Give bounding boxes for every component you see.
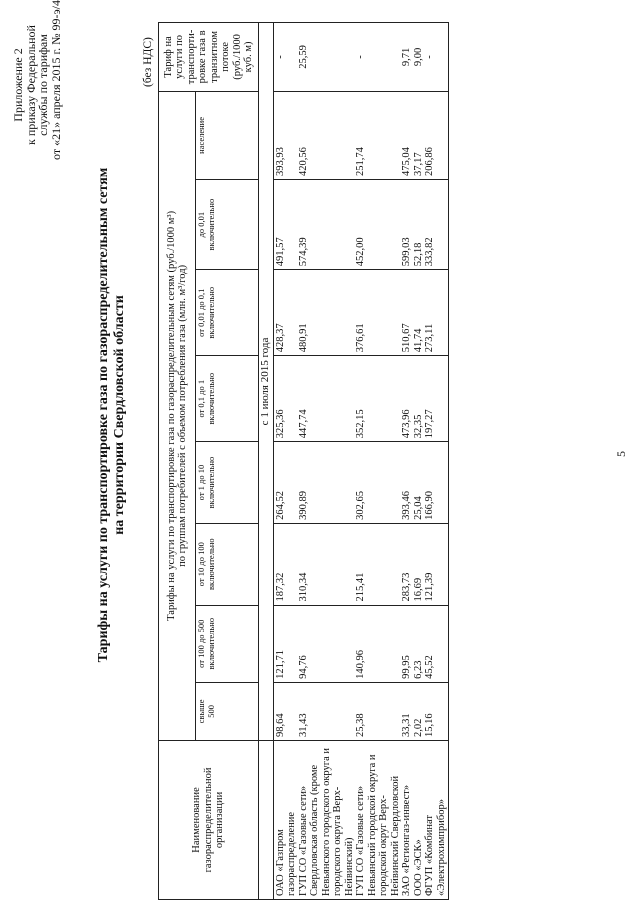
group-header-line: по группам потребителей с объемом потребления газа (млн. м³/год) — [177, 264, 188, 567]
group-range-qualifier: 500 — [205, 705, 216, 718]
tariff-value: 121,71 — [274, 650, 286, 679]
tariff-value: 251,74 — [355, 147, 366, 176]
org-name: ГУП СО «Газовые сети» Свердловская область (кроме Невьянского городского округа и городского округа Верх-Нейвинский) — [297, 748, 355, 896]
transit-value: - — [274, 55, 286, 59]
transit-value: - — [424, 55, 435, 59]
tariff-value: 31,43 — [297, 713, 309, 737]
tariff-value: 310,34 — [297, 572, 309, 602]
tariff-value: 197,27 — [424, 409, 435, 439]
page-number: 5 — [614, 451, 628, 457]
group-range-label: от 1 до 10 — [196, 464, 206, 501]
tariff-value: 325,36 — [274, 409, 286, 439]
tariff-value: 393,46 — [401, 490, 412, 520]
tariff-value: 121,39 — [424, 572, 435, 602]
group-range-label: свыше — [196, 699, 206, 724]
tariff-value: 187,32 — [274, 572, 286, 602]
tariff-value: 33,31 — [401, 713, 412, 737]
tariff-value: 140,96 — [355, 650, 366, 679]
appendix-line: Приложение 2 — [11, 48, 25, 122]
tariff-value: 41,74 — [412, 328, 424, 353]
tariff-value: 510,67 — [401, 323, 412, 353]
section-row — [259, 23, 274, 900]
tariff-value: 45,52 — [424, 655, 435, 679]
tariff-value: 473,96 — [401, 409, 412, 439]
group-range-label: от 100 до 500 — [196, 619, 206, 668]
group-range-label: население — [196, 117, 206, 154]
tariff-group-header — [159, 91, 196, 740]
tariff-value: 428,37 — [274, 323, 286, 353]
group-range-label: от 10 до 100 — [196, 542, 206, 587]
tariff-value: 94,76 — [297, 655, 309, 679]
tariff-value: 25,38 — [355, 713, 366, 737]
tariff-value: 166,90 — [424, 490, 435, 520]
consumption-group-header — [196, 179, 259, 269]
value-column — [273, 91, 449, 179]
consumption-group-header — [196, 605, 259, 682]
tariff-value: 574,39 — [297, 237, 309, 267]
section-label: с 1 июля 2015 года — [259, 23, 274, 741]
tariff-value: 480,91 — [297, 323, 309, 353]
tariff-value: 99,95 — [401, 655, 412, 679]
tariff-value: 52,18 — [412, 242, 424, 267]
appendix-line: к приказу Федеральной — [23, 25, 38, 145]
tariff-value: 283,73 — [401, 572, 412, 602]
consumption-group-header — [196, 270, 259, 356]
transit-value: 9,00 — [412, 47, 424, 67]
appendix-line: от «21» апреля 2015 г. № 99-э/4 — [48, 0, 63, 160]
group-range-label: от 0,1 до 1 — [196, 379, 206, 418]
tariff-value: 599,03 — [401, 237, 412, 267]
group-range-label: от 0,01 до 0,1 — [196, 288, 206, 337]
value-column — [273, 442, 449, 524]
org-name: ГУП СО «Газовые сети» Невьянский городской округа и городской округ Верх-Нейвинский Свердловской — [355, 754, 401, 896]
org-name: ОАО «Газпром газораспределение — [274, 811, 297, 896]
tariffs-table — [158, 22, 449, 900]
org-name: ООО «ЭСК» — [412, 839, 424, 896]
data-rows — [273, 23, 449, 900]
title-line: на территории Свердловской области — [112, 295, 127, 535]
org-column-header: Наименование газораспределительной организации — [159, 740, 259, 899]
tariff-value: 2,02 — [412, 718, 424, 737]
consumption-group-header — [196, 356, 259, 442]
tariff-value: 452,00 — [355, 237, 366, 267]
tariff-value: 25,04 — [412, 496, 424, 520]
appendix-block — [11, 0, 63, 160]
tariff-value: 6,23 — [412, 660, 424, 679]
value-column — [273, 270, 449, 356]
consumption-group-header — [196, 91, 259, 179]
transit-value: - — [355, 55, 366, 59]
tariff-value: 333,82 — [424, 237, 435, 267]
tariff-value: 206,86 — [424, 147, 435, 176]
tariff-value: 32,35 — [412, 414, 424, 439]
vat-note: (без НДС) — [142, 37, 154, 87]
transit-value: 9,71 — [401, 47, 412, 67]
transit-value: 25,59 — [297, 45, 309, 69]
tariff-value: 302,65 — [355, 490, 366, 520]
group-range-qualifier: включительно — [205, 456, 216, 509]
transit-column — [273, 23, 449, 92]
tariff-value: 352,15 — [355, 409, 366, 439]
group-range-qualifier: включительно — [205, 538, 216, 591]
org-name: ЗАО «Регионгаз-инвест» — [401, 784, 412, 896]
tariff-value: 475,04 — [401, 147, 412, 176]
group-range-qualifier: включительно — [205, 617, 216, 670]
value-column — [273, 682, 449, 740]
title-line: Тарифы на услуги по транспортировке газа по газораспределительным сетям — [96, 167, 111, 663]
group-range-qualifier: включительно — [205, 198, 216, 251]
tariff-value: 264,52 — [274, 490, 286, 520]
tariff-value: 447,74 — [297, 409, 309, 439]
transit-column-header: Тариф на услуги по транспорти-ровке газа в транзитном потоке (руб./1000 куб. м) — [159, 23, 259, 92]
section-empty-cell — [259, 740, 274, 899]
value-column — [273, 605, 449, 682]
header-row — [159, 23, 196, 900]
group-range-qualifier: включительно — [205, 286, 216, 339]
tariff-value: 273,11 — [424, 323, 435, 353]
consumption-group-header — [196, 682, 259, 740]
org-names-cell — [273, 740, 449, 899]
document-title — [96, 95, 128, 735]
consumption-group-header — [196, 523, 259, 605]
tariff-value: 393,93 — [274, 147, 286, 176]
group-header-line: Тарифы на услуги по транспортировке газа по газораспределительным сетям (руб./1000 м³) — [165, 210, 177, 621]
value-column — [273, 179, 449, 269]
value-column — [273, 356, 449, 442]
tariff-value: 420,56 — [297, 147, 309, 176]
group-range-qualifier: включительно — [205, 372, 216, 425]
tariff-value: 16,69 — [412, 577, 424, 602]
tariff-value: 376,61 — [355, 323, 366, 353]
tariff-value: 15,16 — [424, 713, 435, 737]
tariff-value: 215,41 — [355, 572, 366, 602]
value-column — [273, 523, 449, 605]
appendix-line: службы по тарифам — [36, 34, 50, 136]
tariff-value: 98,64 — [274, 713, 286, 737]
org-name: ФГУП «Комбинат «Электрохимприбор» — [424, 799, 447, 896]
tariff-value: 390,89 — [297, 490, 309, 520]
tariff-value: 491,57 — [274, 237, 286, 267]
group-range-label: до 0,01 — [196, 211, 206, 238]
tariff-value: 37,17 — [412, 152, 424, 176]
consumption-group-header — [196, 442, 259, 524]
